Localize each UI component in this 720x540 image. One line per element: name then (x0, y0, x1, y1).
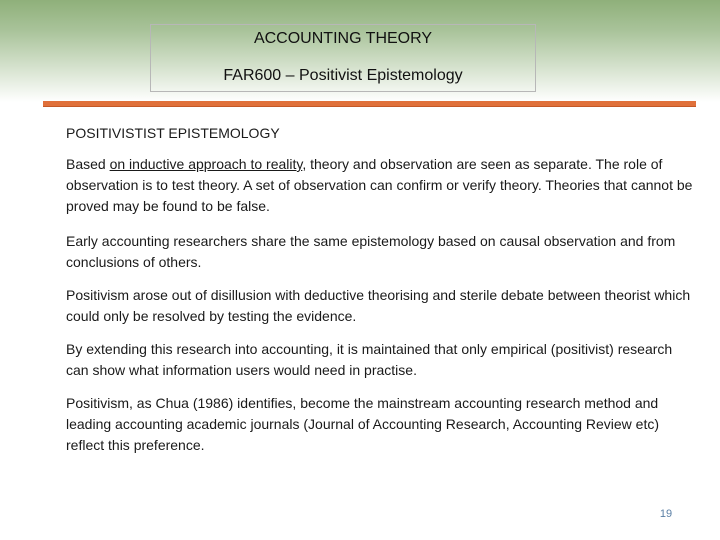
paragraph-4: By extending this research into accounting, it is maintained that only empirical (positivist) research can show what information users would need in practise. (66, 341, 673, 378)
accent-divider (43, 101, 696, 107)
slide-subtitle: FAR600 – Positivist Epistemology (223, 67, 463, 84)
title-box (150, 24, 536, 92)
paragraph-1-rest: , theory and observation are seen as separate. The role of observation is to test theory. A set of observation can confirm or verify theory. Theories that cannot be proved may be found to be false. (66, 156, 693, 214)
section-heading: POSITIVISTIST EPISTEMOLOGY (66, 125, 280, 141)
slide-title: ACCOUNTING THEORY (253, 30, 433, 47)
page-number: 19 (659, 508, 673, 520)
paragraph-2: Early accounting researchers share the same epistemology based on causal observation and from conclusions of others. (66, 233, 676, 270)
paragraph-3: Positivism arose out of disillusion with deductive theorising and sterile debate between theorist which could only be resolved by testing the evidence. (66, 287, 691, 324)
paragraph-1 (66, 154, 696, 217)
underlined-phrase: on inductive approach to reality (109, 156, 303, 172)
paragraph-1-lead: Based (66, 156, 110, 172)
paragraph-5: Positivism, as Chua (1986) identifies, become the mainstream accounting research method and leading accounting academic journals (Journal of Accounting Research, Accounting Review etc) reflect this preference. (66, 395, 660, 453)
